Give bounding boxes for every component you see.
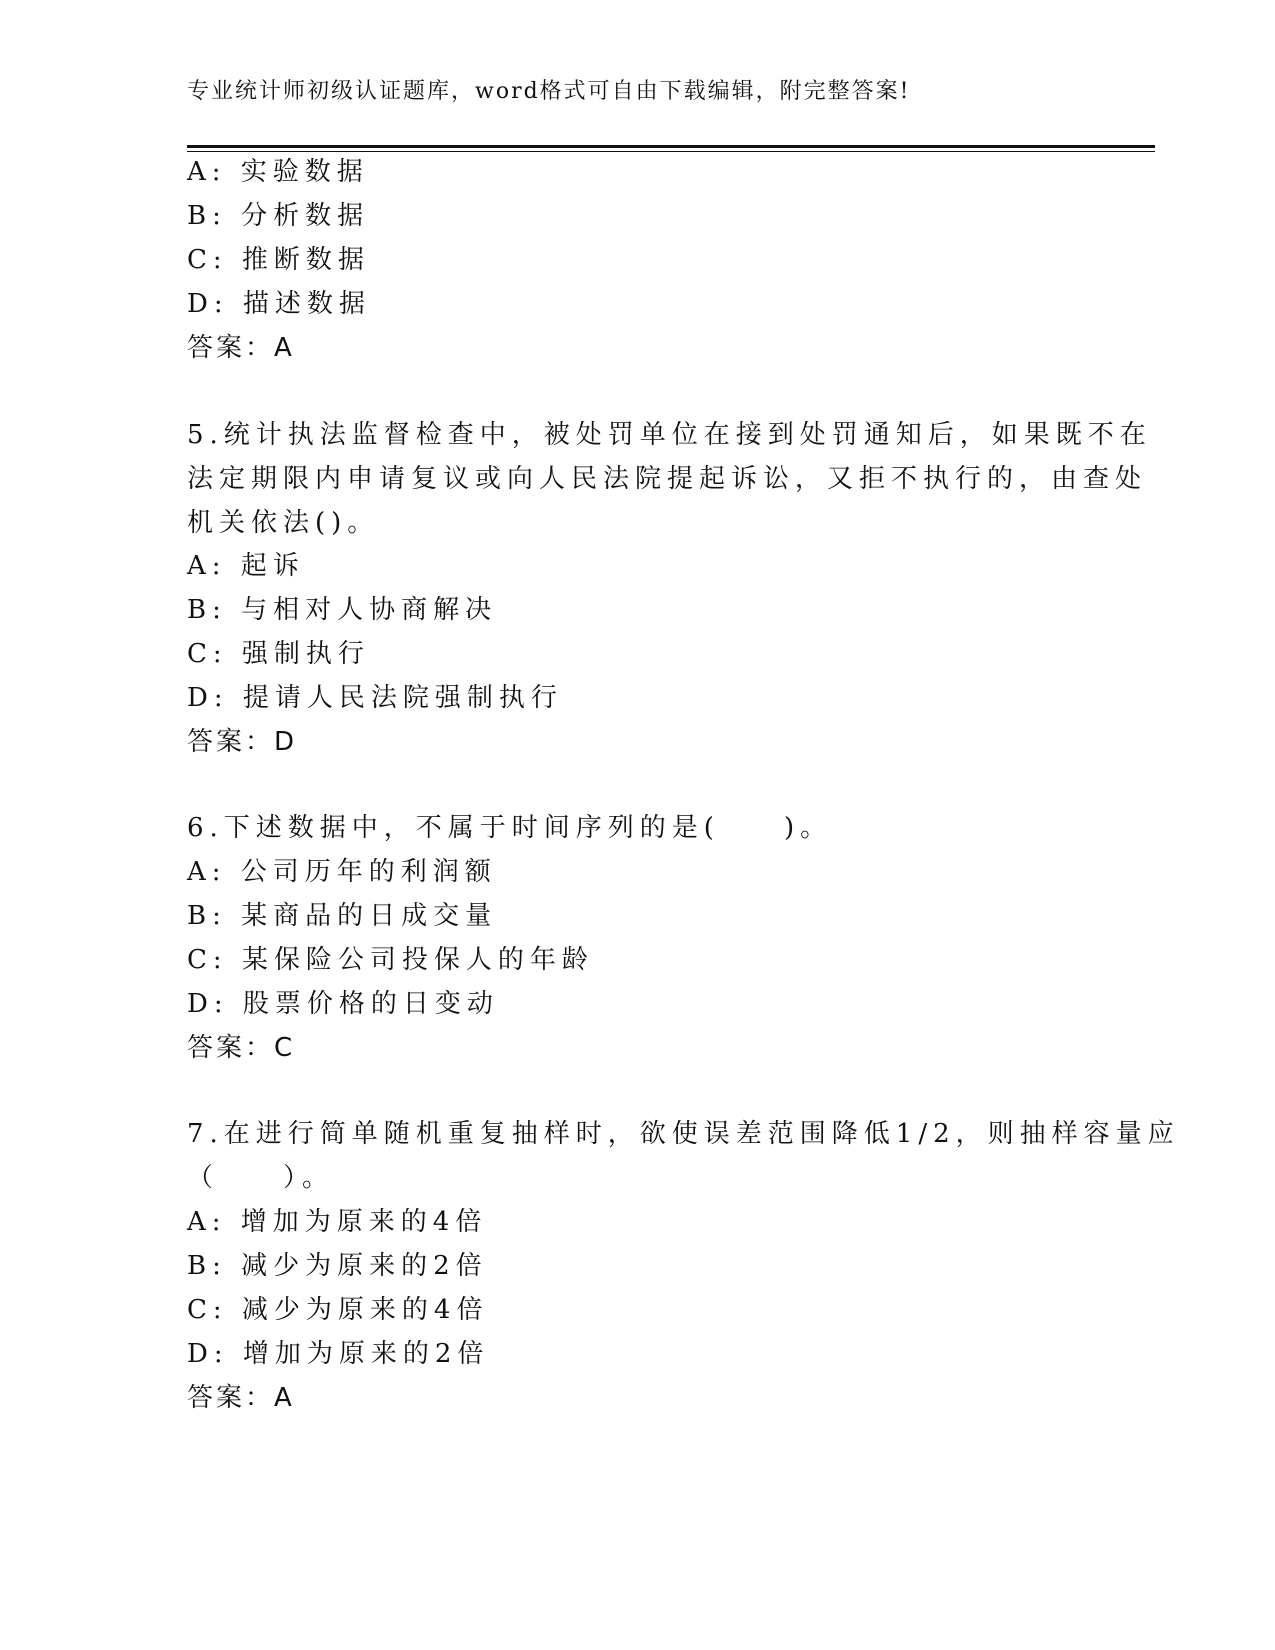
q4-answer: 答案：A [187,333,295,363]
q6-option-b: B: 某商品的日成交量 [187,901,498,931]
q7-option-b: B: 减少为原来的2倍 [187,1251,488,1281]
q6-stem-line-1: 6.下述数据中，不属于时间序列的是( )。 [187,813,833,843]
q4-option-d: D: 描述数据 [187,289,371,319]
q5-stem-line-2: 法定期限内申请复议或向人民法院提起诉讼，又拒不执行的，由查处 [187,464,1148,494]
q5-option-a: A: 起诉 [187,551,305,581]
q6-option-c: C: 某保险公司投保人的年龄 [187,945,594,975]
q7-stem-line-2: （ ）。 [187,1163,335,1193]
q7-stem-line-1: 7.在进行简单随机重复抽样时，欲使误差范围降低1/2，则抽样容量应 [187,1119,1180,1149]
q6-answer: 答案：C [187,1033,296,1063]
q5-option-b: B: 与相对人协商解决 [187,595,498,625]
q5-option-c: C: 强制执行 [187,639,370,669]
q5-option-d: D: 提请人民法院强制执行 [187,683,563,713]
q5-stem-line-3: 机关依法()。 [187,508,380,538]
q5-stem-line-1: 5.统计执法监督检查中，被处罚单位在接到处罚通知后，如果既不在 [187,420,1152,450]
q7-answer: 答案：A [187,1383,295,1413]
q4-option-c: C: 推断数据 [187,245,370,275]
q7-option-d: D: 增加为原来的2倍 [187,1339,490,1369]
q4-option-a: A: 实验数据 [187,157,369,187]
q7-option-a: A: 增加为原来的4倍 [187,1207,488,1237]
q6-option-a: A: 公司历年的利润额 [187,857,497,887]
page-header: 专业统计师初级认证题库，word格式可自由下载编辑，附完整答案! [187,79,911,104]
header-rule-thin [187,151,1155,152]
q4-option-b: B: 分析数据 [187,201,370,231]
q6-option-d: D: 股票价格的日变动 [187,989,499,1019]
q5-answer: 答案：D [187,727,298,757]
header-rule-thick [187,145,1155,148]
q7-option-c: C: 减少为原来的4倍 [187,1295,489,1325]
